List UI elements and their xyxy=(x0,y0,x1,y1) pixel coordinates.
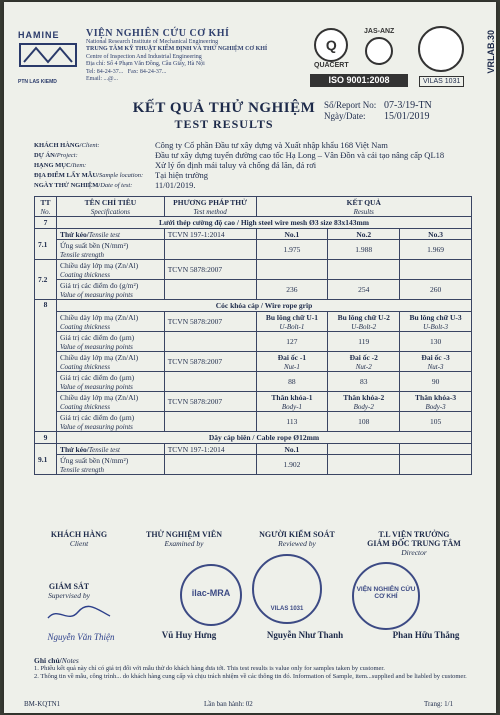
note-2: 2. Thông tin về mẫu, công trình... do khách hàng cung cấp và chịu trách nhiệm về các thông tin đó. Information of Sample, item...supplied and be liabled by customer. xyxy=(34,673,467,680)
section-7: 7 Lưới thép cường độ cao / High steel wire mesh Ø3 size 83x143mm xyxy=(35,217,472,229)
director-name: Phan Hữu Thắng xyxy=(392,630,460,640)
director-signature-block: T.L VIỆN TRƯỞNG GIÁM ĐỐC TRUNG TÂM Director xyxy=(367,530,461,557)
organization-block xyxy=(86,28,316,83)
table-row: Chiều dày lớp mạ (Zn/Al) Coating thickness TCVN 5878:2007 Thân khóa-1 Body-1 Thân khóa-2 Body-2 Thân khóa-3 Body-3 xyxy=(35,392,472,412)
issue-number: Lần ban hành: 02 xyxy=(204,700,253,708)
report-paper xyxy=(4,2,496,713)
table-row: Ứng suất bền (N/mm²) Tensile strength 1.902 xyxy=(35,455,472,475)
report-no: 07-3/19-TN xyxy=(384,100,432,111)
jas-anz-logo: JAS-ANZ xyxy=(364,28,394,67)
address: Địa chỉ: Số 4 Phạm Văn Đồng, Cầu Giấy, Hà Nội xyxy=(86,61,205,68)
vilas-accreditation-stamp: VILAS 1031 xyxy=(252,554,322,624)
date-label: Ngày/Date: xyxy=(324,111,366,121)
institute-stamp: VIỆN NGHIÊN CỨU CƠ KHÍ xyxy=(352,562,420,630)
center-name-en: Centre of Inspection And Industrial Engineering xyxy=(86,53,202,60)
results-table xyxy=(34,196,472,475)
vilas-code: VILAS 1031 xyxy=(419,76,464,87)
client-signature-block: KHÁCH HÀNG Client xyxy=(50,530,108,548)
center-name-vn: TRUNG TÂM KỸ THUẬT KIỂM ĐỊNH VÀ THỬ NGHIỆM CƠ KHÍ xyxy=(86,46,268,53)
tel: Tel: 84-24-37... xyxy=(86,68,124,75)
logo-graphic xyxy=(18,40,78,74)
supervisor-signature xyxy=(44,602,114,626)
note-1: 1. Phiếu kết quả này chỉ có giá trị đối với mẫu thử do khách hàng đưa tới. This test results is value only for samples taken by customer. xyxy=(34,665,385,672)
table-row: Giá trị các điểm đo (g/m²) Value of measuring points 236 254 260 xyxy=(35,280,472,300)
table-row: Giá trị các điểm đo (μm) Value of measuring points 88 83 90 xyxy=(35,372,472,392)
logo-subtext: PTN LAS KIEMD xyxy=(18,79,57,85)
form-code: BM-KQTN1 xyxy=(24,700,61,708)
table-row: Giá trị các điểm đo (μm) Value of measuring points 127 119 130 xyxy=(35,332,472,352)
org-name-vn: VIỆN NGHIÊN CỨU CƠ KHÍ xyxy=(86,28,230,39)
logo-text: HAMINE xyxy=(18,30,60,40)
notes: Ghi chú/Notes 1. Phiếu kết quả này chỉ có giá trị đối với mẫu thử do khách hàng đưa tới. This test results is value only for samples taken by customer. 2. Thông tin về mẫu, công trình... do khách hàng cung cấp và chịu trách nhiệm về các thông tin đó. Information of Sample, item...supplied and be liabled by customer. xyxy=(34,657,474,681)
table-row: Giá trị các điểm đo (μm) Value of measuring points 113 108 105 xyxy=(35,412,472,432)
supervisor-name: Nguyễn Văn Thiện xyxy=(47,632,115,642)
info-row-client: KHÁCH HÀNG/Client: Công ty Cổ phần Đầu tư xây dựng và Xuất nhập khẩu 168 Việt Nam xyxy=(34,140,388,150)
report-date: 15/01/2019 xyxy=(384,111,430,122)
reviewer-name: Nguyễn Như Thanh xyxy=(266,630,344,640)
ilac-mra-stamp: ilac-MRA xyxy=(180,564,242,626)
org-name-en: National Research Institute of Mechanical Engineering xyxy=(86,39,219,45)
table-row: Ứng suất bền (N/mm²) Tensile strength 1.975 1.988 1.969 xyxy=(35,240,472,260)
info-row-location: ĐỊA ĐIỂM LẤY MẪU/Sample location: Tại hiện trường xyxy=(34,170,209,180)
table-row: Chiều dày lớp mạ (Zn/Al) Coating thickness TCVN 5878:2007 Bu lông chữ U-1 U-Bolt-1 Bu lông chữ U-2 U-Bolt-2 Bu lông chữ U-3 U-Bolt-3 xyxy=(35,312,472,332)
fax: Fax: 84-24-37... xyxy=(127,68,167,75)
table-row: 7.1 Thử kéo/Tensile test TCVN 197-1:2014 No.1 No.2 No.3 xyxy=(35,229,472,240)
institute-logo xyxy=(18,30,80,86)
title-en: TEST RESULTS xyxy=(174,117,274,131)
section-8: 8 Cóc khóa cáp / Wire rope grip xyxy=(35,300,472,312)
supervisor-block: GIÁM SÁT Supervised by xyxy=(48,582,90,600)
report-meta xyxy=(324,100,432,122)
info-row-date: NGÀY THỬ NGHIỆM/Date of test: 11/01/2019. xyxy=(34,180,196,190)
quacert-logo: Q QUACERT xyxy=(314,28,349,69)
report-no-label: Số/Report No: xyxy=(324,100,377,110)
table-row: 9.1 Thử kéo/Tensile test TCVN 197-1:2014 No.1 xyxy=(35,444,472,455)
accreditation-seal xyxy=(418,26,464,72)
letterhead xyxy=(14,22,494,90)
examiner-signature-block: THỬ NGHIỆM VIÊN Examined by xyxy=(145,530,222,548)
section-9: 9 Dây cáp biên / Cable rope Ø12mm xyxy=(35,432,472,444)
vrlab-code: VRLAB.30 xyxy=(486,30,496,74)
examiner-name: Vũ Huy Hưng xyxy=(161,630,217,640)
info-row-project: DỰ ÁN/Project: Đầu tư xây dựng tuyến đường cao tốc Hạ Long – Vân Đồn và cải tạo nâng cấp QL18 xyxy=(34,150,445,160)
iso-certificate: ISO 9001:2008 xyxy=(310,74,408,87)
reviewer-signature-block: NGƯỜI KIỂM SOÁT Reviewed by xyxy=(259,530,335,548)
table-header: TT No. TÊN CHỈ TIÊU Specifications PHƯƠNG PHÁP THỬ Test method KẾT QUẢ Results xyxy=(35,197,472,217)
report-title xyxy=(114,100,334,132)
table-row: 7.2 Chiều dày lớp mạ (Zn/Al) Coating thickness TCVN 5878:2007 xyxy=(35,260,472,280)
info-row-item: HẠNG MỤC/Item: Xử lý ổn định mái taluy và chống đá lăn, đá rơi xyxy=(34,160,317,170)
title-vn: KẾT QUẢ THỬ NGHIỆM xyxy=(132,100,316,116)
email: Email: ...@... xyxy=(86,76,119,83)
table-row: Chiều dày lớp mạ (Zn/Al) Coating thickness TCVN 5878:2007 Đai ốc -1 Nut-1 Đai ốc -2 Nut-2 Đai ốc -3 Nut-3 xyxy=(35,352,472,372)
client-info xyxy=(34,140,484,190)
page-number: Trang: 1/1 xyxy=(424,700,454,708)
